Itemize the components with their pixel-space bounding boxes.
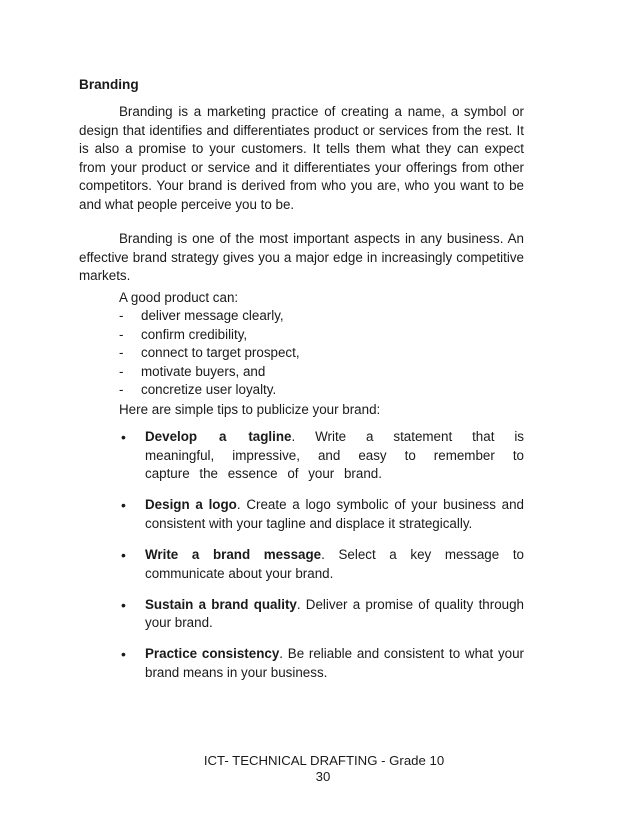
tip-term: Write a brand message bbox=[145, 546, 322, 562]
tip-item bbox=[121, 596, 524, 633]
bullet-icon: • bbox=[121, 646, 126, 663]
tip-description: . Select a key message to communicate about your brand. bbox=[145, 546, 524, 581]
dash-marker: - bbox=[119, 308, 124, 323]
bullet-icon: • bbox=[121, 497, 126, 514]
page-number: 30 bbox=[315, 769, 331, 784]
tip-term: Develop a tagline bbox=[145, 429, 292, 444]
product-list bbox=[119, 307, 300, 400]
tip-item bbox=[121, 428, 524, 484]
product-list-intro: A good product can: bbox=[119, 290, 239, 305]
tip-description: . Deliver a promise of quality through your brand. bbox=[145, 596, 524, 631]
bullet-icon: • bbox=[121, 546, 126, 563]
paragraph-importance: Branding is one of the most important aspects in any business. An effective brand strategy gives you a major edge in increasingly competitive markets. bbox=[79, 231, 524, 284]
paragraph-definition: Branding is a marketing practice of creating a name, a symbol or design that identifies and differentiates product or services from the rest. It is also a promise to your customers. It tells them what they can expect from your product or service and it differentiates your offerings from other competitors. Your brand is derived from who you are, who you want to be and what people perceive you to be. bbox=[79, 104, 524, 212]
dash-marker: - bbox=[119, 345, 124, 361]
section-heading: Branding bbox=[79, 77, 139, 92]
list-item bbox=[119, 326, 300, 345]
dash-marker: - bbox=[119, 363, 124, 379]
list-item-text: connect to target prospect, bbox=[141, 345, 300, 361]
tip-item bbox=[121, 645, 524, 682]
list-item-text: concretize user loyalty. bbox=[141, 382, 277, 398]
tips-list bbox=[121, 428, 524, 695]
dash-marker: - bbox=[119, 326, 124, 342]
list-item-text: motivate buyers, and bbox=[141, 363, 266, 379]
tip-description: . Be reliable and consistent to what your brand means in your business. bbox=[145, 646, 525, 680]
tip-term: Design a logo bbox=[145, 497, 237, 513]
list-item bbox=[119, 381, 300, 400]
list-item-text: confirm credibility, bbox=[141, 326, 248, 342]
tip-item bbox=[121, 546, 524, 583]
tip-item bbox=[121, 496, 524, 533]
list-item-text: deliver message clearly, bbox=[141, 308, 284, 323]
bullet-icon: • bbox=[121, 429, 126, 445]
list-item bbox=[119, 344, 300, 363]
footer-title: ICT- TECHNICAL DRAFTING - Grade 10 bbox=[203, 753, 445, 768]
dash-marker: - bbox=[119, 382, 124, 398]
tip-description: . Write a statement that is meaningful, impressive, and easy to remember to capture the essence of your brand. bbox=[145, 429, 524, 482]
tip-term: Practice consistency bbox=[145, 646, 280, 662]
tip-term: Sustain a brand quality bbox=[145, 596, 297, 612]
tips-intro: Here are simple tips to publicize your brand: bbox=[119, 402, 381, 417]
list-item bbox=[119, 307, 300, 326]
bullet-icon: • bbox=[121, 596, 126, 613]
tip-description: . Create a logo symbolic of your business and consistent with your tagline and displace it strategically. bbox=[145, 497, 525, 531]
list-item bbox=[119, 363, 300, 382]
